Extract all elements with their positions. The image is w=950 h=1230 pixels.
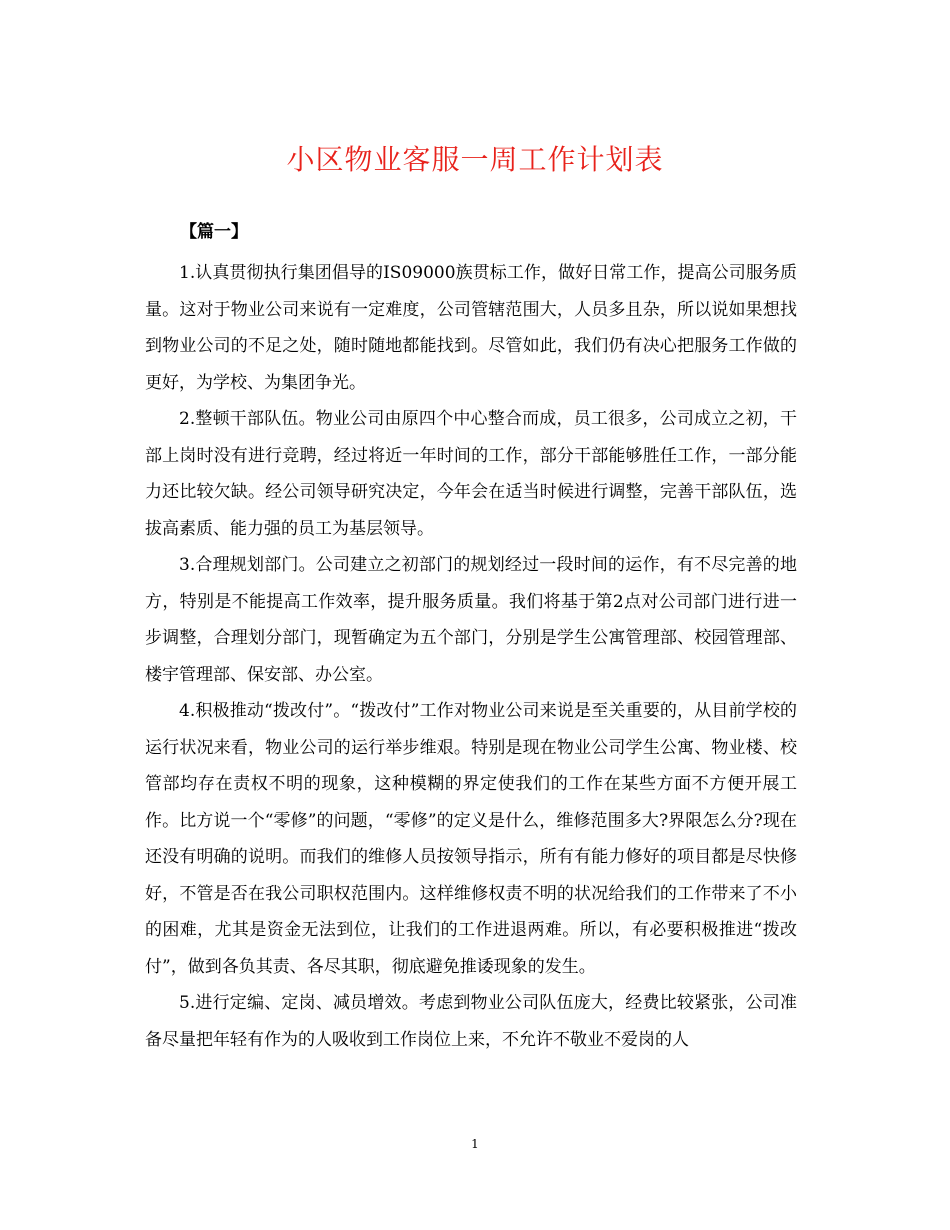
- document-body: [145, 255, 797, 1058]
- page-number: 1: [471, 1137, 479, 1151]
- paragraph-2: 2.整顿干部队伍。物业公司由原四个中心整合而成，员工很多，公司成立之初，干部上岗时没有进行竞聘，经过将近一年时间的工作，部分干部能够胜任工作，一部分能力还比较欠缺。经公司领导研究决定，今年会在适当时候进行调整，完善干部队伍，选拔高素质、能力强的员工为基层领导。: [145, 409, 797, 539]
- section-label: 【篇一】: [180, 222, 248, 242]
- document-title: 小区物业客服一周工作计划表: [286, 143, 664, 176]
- paragraph-1: 1.认真贯彻执行集团倡导的IS09000族贯标工作，做好日常工作，提高公司服务质量。这对于物业公司来说有一定难度，公司管辖范围大，人员多且杂，所以说如果想找到物业公司的不足之处，随时随地都能找到。尽管如此，我们仍有决心把服务工作做的更好，为学校、为集团争光。: [145, 263, 797, 393]
- paragraph-4: 4.积极推动“拨改付”。“拨改付”工作对物业公司来说是至关重要的，从目前学校的运行状况来看，物业公司的运行举步维艰。特别是现在物业公司学生公寓、物业楼、校管部均存在责权不明的现象，这种模糊的界定使我们的工作在某些方面不方便开展工作。比方说一个“零修”的问题，“零修”的定义是什么，维修范围多大?界限怎么分?现在还没有明确的说明。而我们的维修人员按领导指示，所有有能力修好的项目都是尽快修好，不管是否在我公司职权范围内。这样维修权责不明的状况给我们的工作带来了不小的困难，尤其是资金无法到位，让我们的工作进退两难。所以，有必要积极推进“拨改付”，做到各负其责、各尽其职，彻底避免推诿现象的发生。: [145, 701, 797, 977]
- paragraph-3: 3.合理规划部门。公司建立之初部门的规划经过一段时间的运作，有不尽完善的地方，特别是不能提高工作效率，提升服务质量。我们将基于第2点对公司部门进行进一步调整，合理划分部门，现暂确定为五个部门，分别是学生公寓管理部、校园管理部、楼宇管理部、保安部、办公室。: [145, 555, 797, 685]
- paragraph-5: 5.进行定编、定岗、减员增效。考虑到物业公司队伍庞大，经费比较紧张，公司准备尽量把年轻有作为的人吸收到工作岗位上来，不允许不敬业不爱岗的人: [145, 993, 797, 1050]
